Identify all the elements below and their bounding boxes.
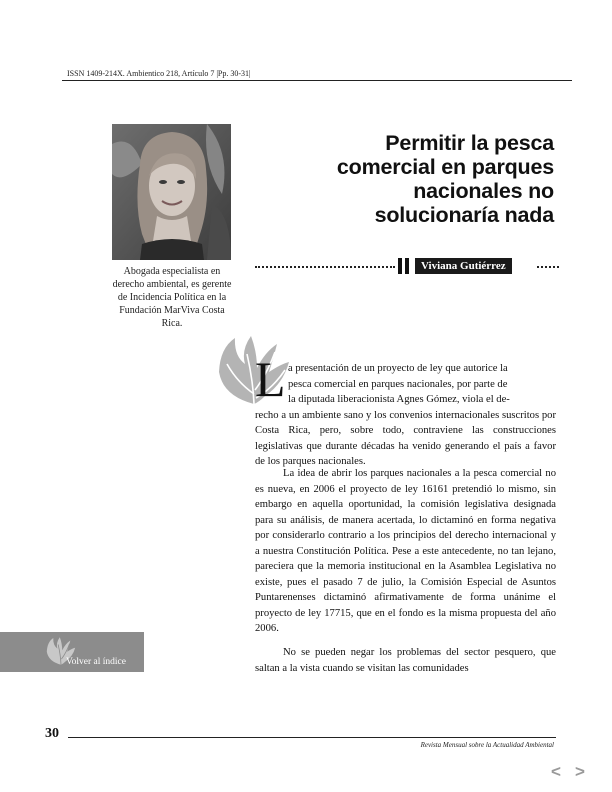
title-line: Permitir la pesca xyxy=(385,131,554,155)
header-rule xyxy=(62,80,572,81)
paragraph-1 xyxy=(255,361,556,470)
dotted-rule-left xyxy=(255,266,395,268)
paragraph-2: La idea de abrir los parques nacionales a la pesca comercial no es nueva, en 2006 el proyecto de ley 16161 pretendió lo mismo, sin embargo en aquella oportunidad, la comisión legislativa designada para su análisis, de manera acertada, lo dictaminó en forma negativa por considerarlo contrario a los principios del derecho internacional y a nuestra Constitución Política. Pese a este antecedente, no tan lejano, pareciera que la memoria institucional en la Asamblea Legislativa no existe, pues el pasado 7 de julio, la Comisión Especial de Asuntos Puntarenenses dictaminó afirmativamente de forma unánime el proyecto de ley 17715, que en el fondo es la misma propuesta del año 2006. xyxy=(255,468,556,634)
back-to-index-button[interactable] xyxy=(0,632,144,672)
author-name: Viviana Gutiérrez xyxy=(415,258,512,274)
paragraph-text: recho a un ambiente sano y los convenios internacionales suscritos por Costa Rica, pero, sobre todo, contraviene las construcciones legislativas que durante décadas ha venido generando el país a favor de los parques nacionales. xyxy=(255,409,556,467)
paragraph-3: No se pueden negar los problemas del sector pesquero, que saltan a la vista cuando se visitan las comunidades xyxy=(255,647,556,674)
title-line: nacionales no xyxy=(413,179,554,203)
paragraph-line: pesca comercial en parques nacionales, por parte de xyxy=(288,378,508,390)
drop-cap: L xyxy=(255,351,286,407)
author-bar xyxy=(398,258,402,274)
author-row xyxy=(255,257,559,277)
dotted-rule-right xyxy=(537,266,559,268)
author-photo xyxy=(112,124,231,260)
journal-name: Revista Mensual sobre la Actualidad Ambiental xyxy=(420,741,554,749)
header-citation: ISSN 1409-214X. Ambientico 218, Artículo 7 |Pp. 30-31| xyxy=(67,69,251,78)
previous-page-button[interactable]: < xyxy=(551,762,561,781)
title-line: solucionaría nada xyxy=(374,203,554,227)
paragraph-line: la diputada liberacionista Agnes Gómez, viola el de- xyxy=(288,394,510,405)
footer-rule xyxy=(68,737,556,738)
paragraph-line: a presentación de un proyecto de ley que autorice la xyxy=(288,363,508,374)
page-number: 30 xyxy=(45,726,59,741)
next-page-button[interactable]: > xyxy=(575,762,585,781)
photo-caption: Abogada especialista en derecho ambiental, es gerente de Incidencia Política en la Fundación MarViva Costa Rica. xyxy=(112,266,232,329)
back-to-index-label[interactable]: Volver al índice xyxy=(66,657,126,667)
article-title xyxy=(284,131,554,227)
title-line: comercial en parques xyxy=(336,155,554,179)
author-bar xyxy=(405,258,409,274)
